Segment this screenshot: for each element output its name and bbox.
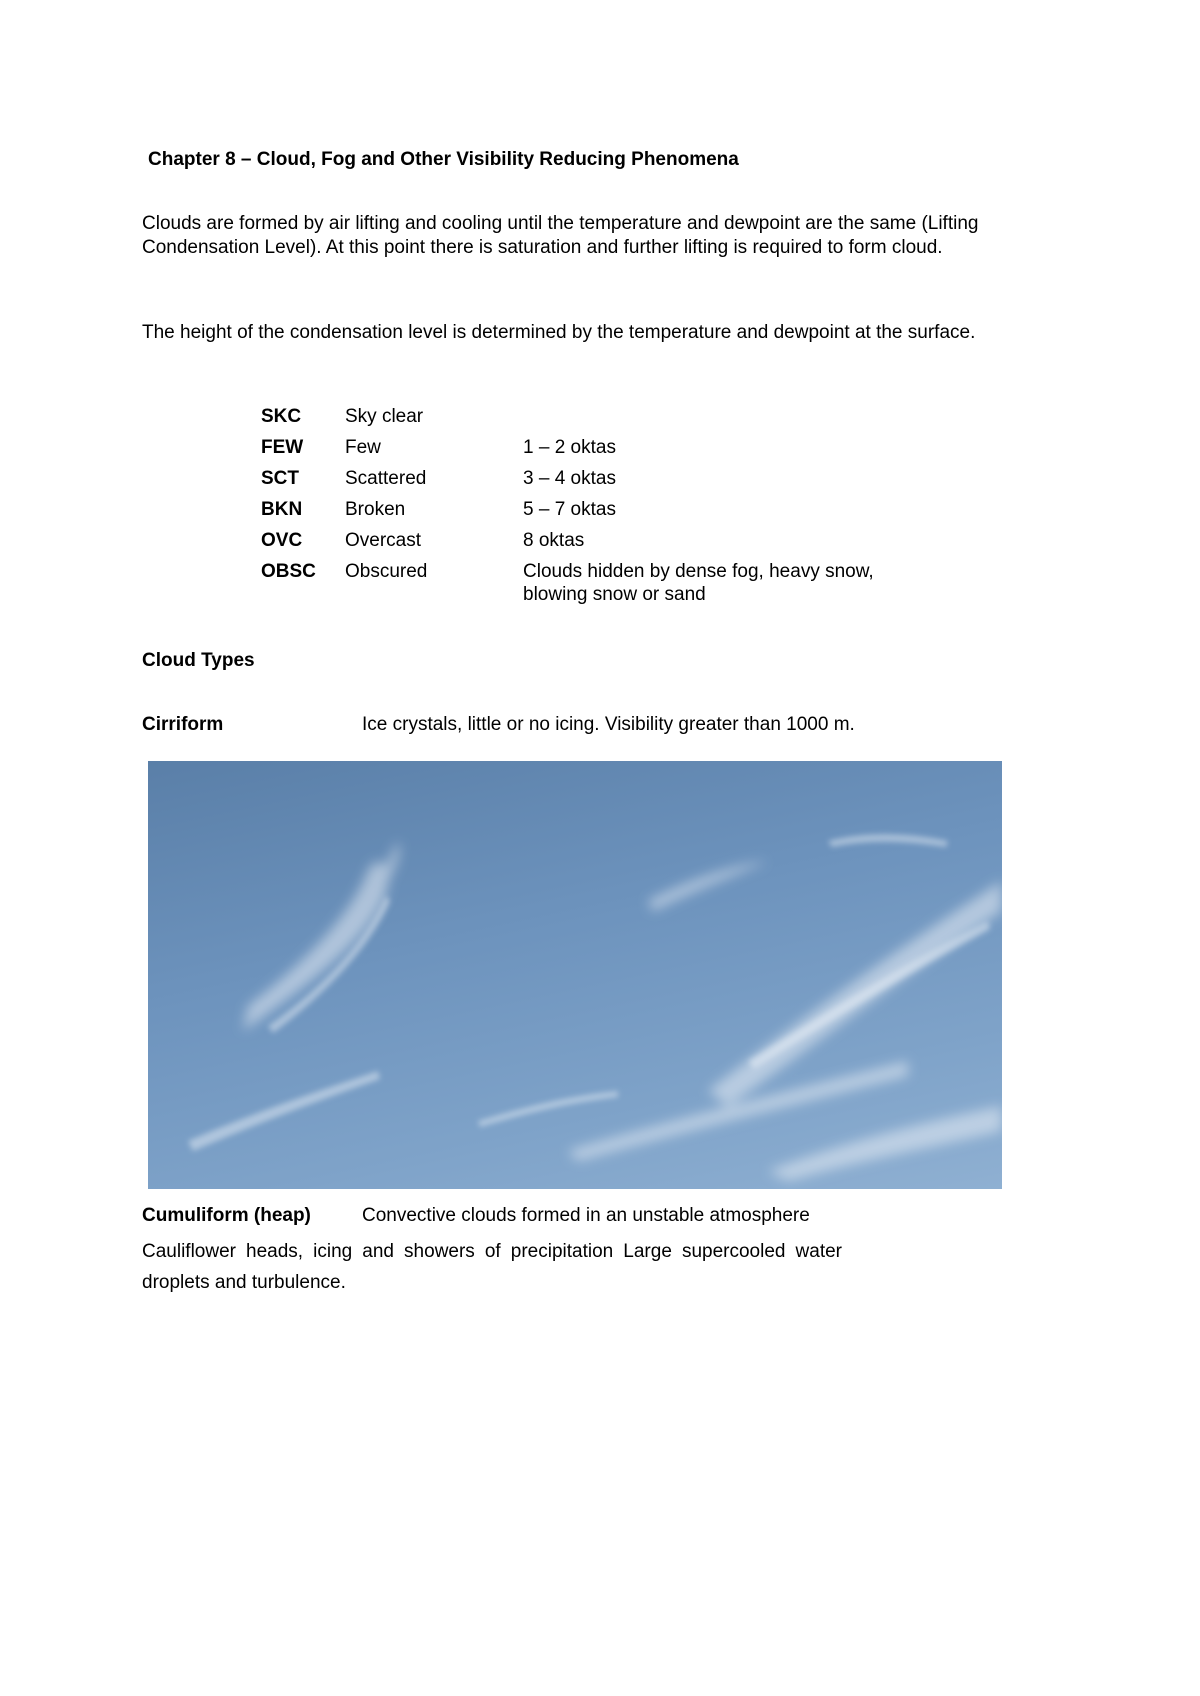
code-abbrev: FEW <box>261 437 304 458</box>
cumuliform-body: Cauliflower heads, icing and showers of precipitation Large supercooled water droplets and turbulence. <box>142 1241 842 1293</box>
code-row-few <box>261 436 903 467</box>
code-name: Obscured <box>345 561 428 582</box>
cloud-cover-code-table <box>261 405 903 606</box>
chapter-title: Chapter 8 – Cloud, Fog and Other Visibility Reducing Phenomena <box>148 149 739 170</box>
cumuliform-description: Convective clouds formed in an unstable atmosphere <box>362 1205 810 1226</box>
code-desc: Clouds hidden by dense fog, heavy snow, blowing snow or sand <box>523 561 874 605</box>
cumuliform-label: Cumuliform (heap) <box>142 1205 311 1226</box>
code-abbrev: SKC <box>261 406 302 427</box>
code-abbrev: OBSC <box>261 561 316 582</box>
cloud-types-heading: Cloud Types <box>142 650 255 671</box>
code-abbrev: OVC <box>261 530 303 551</box>
code-desc: 8 oktas <box>523 530 585 551</box>
code-desc <box>523 405 903 436</box>
cirrus-sky-photo <box>148 761 1002 1189</box>
code-row-bkn <box>261 498 903 529</box>
code-desc: 5 – 7 oktas <box>523 499 616 520</box>
cirriform-description: Ice crystals, little or no icing. Visibility greater than 1000 m. <box>362 714 855 735</box>
code-row-obsc <box>261 560 903 606</box>
code-name: Overcast <box>345 530 422 551</box>
intro-paragraph: Clouds are formed by air lifting and cooling until the temperature and dewpoint are the same (Lifting Condensation Level). At this point there is saturation and further lifting is required to form cloud. <box>142 213 979 258</box>
cirriform-label: Cirriform <box>142 714 224 735</box>
code-name: Sky clear <box>345 406 424 427</box>
code-name: Broken <box>345 499 406 520</box>
code-row-sct <box>261 467 903 498</box>
code-abbrev: BKN <box>261 499 303 520</box>
condensation-paragraph: The height of the condensation level is determined by the temperature and dewpoint at the surface. <box>142 322 976 343</box>
code-desc: 1 – 2 oktas <box>523 437 616 458</box>
code-name: Scattered <box>345 468 427 489</box>
code-name: Few <box>345 437 381 458</box>
code-abbrev: SCT <box>261 468 299 489</box>
code-desc: 3 – 4 oktas <box>523 468 616 489</box>
code-row-ovc <box>261 529 903 560</box>
code-row-skc <box>261 405 903 436</box>
